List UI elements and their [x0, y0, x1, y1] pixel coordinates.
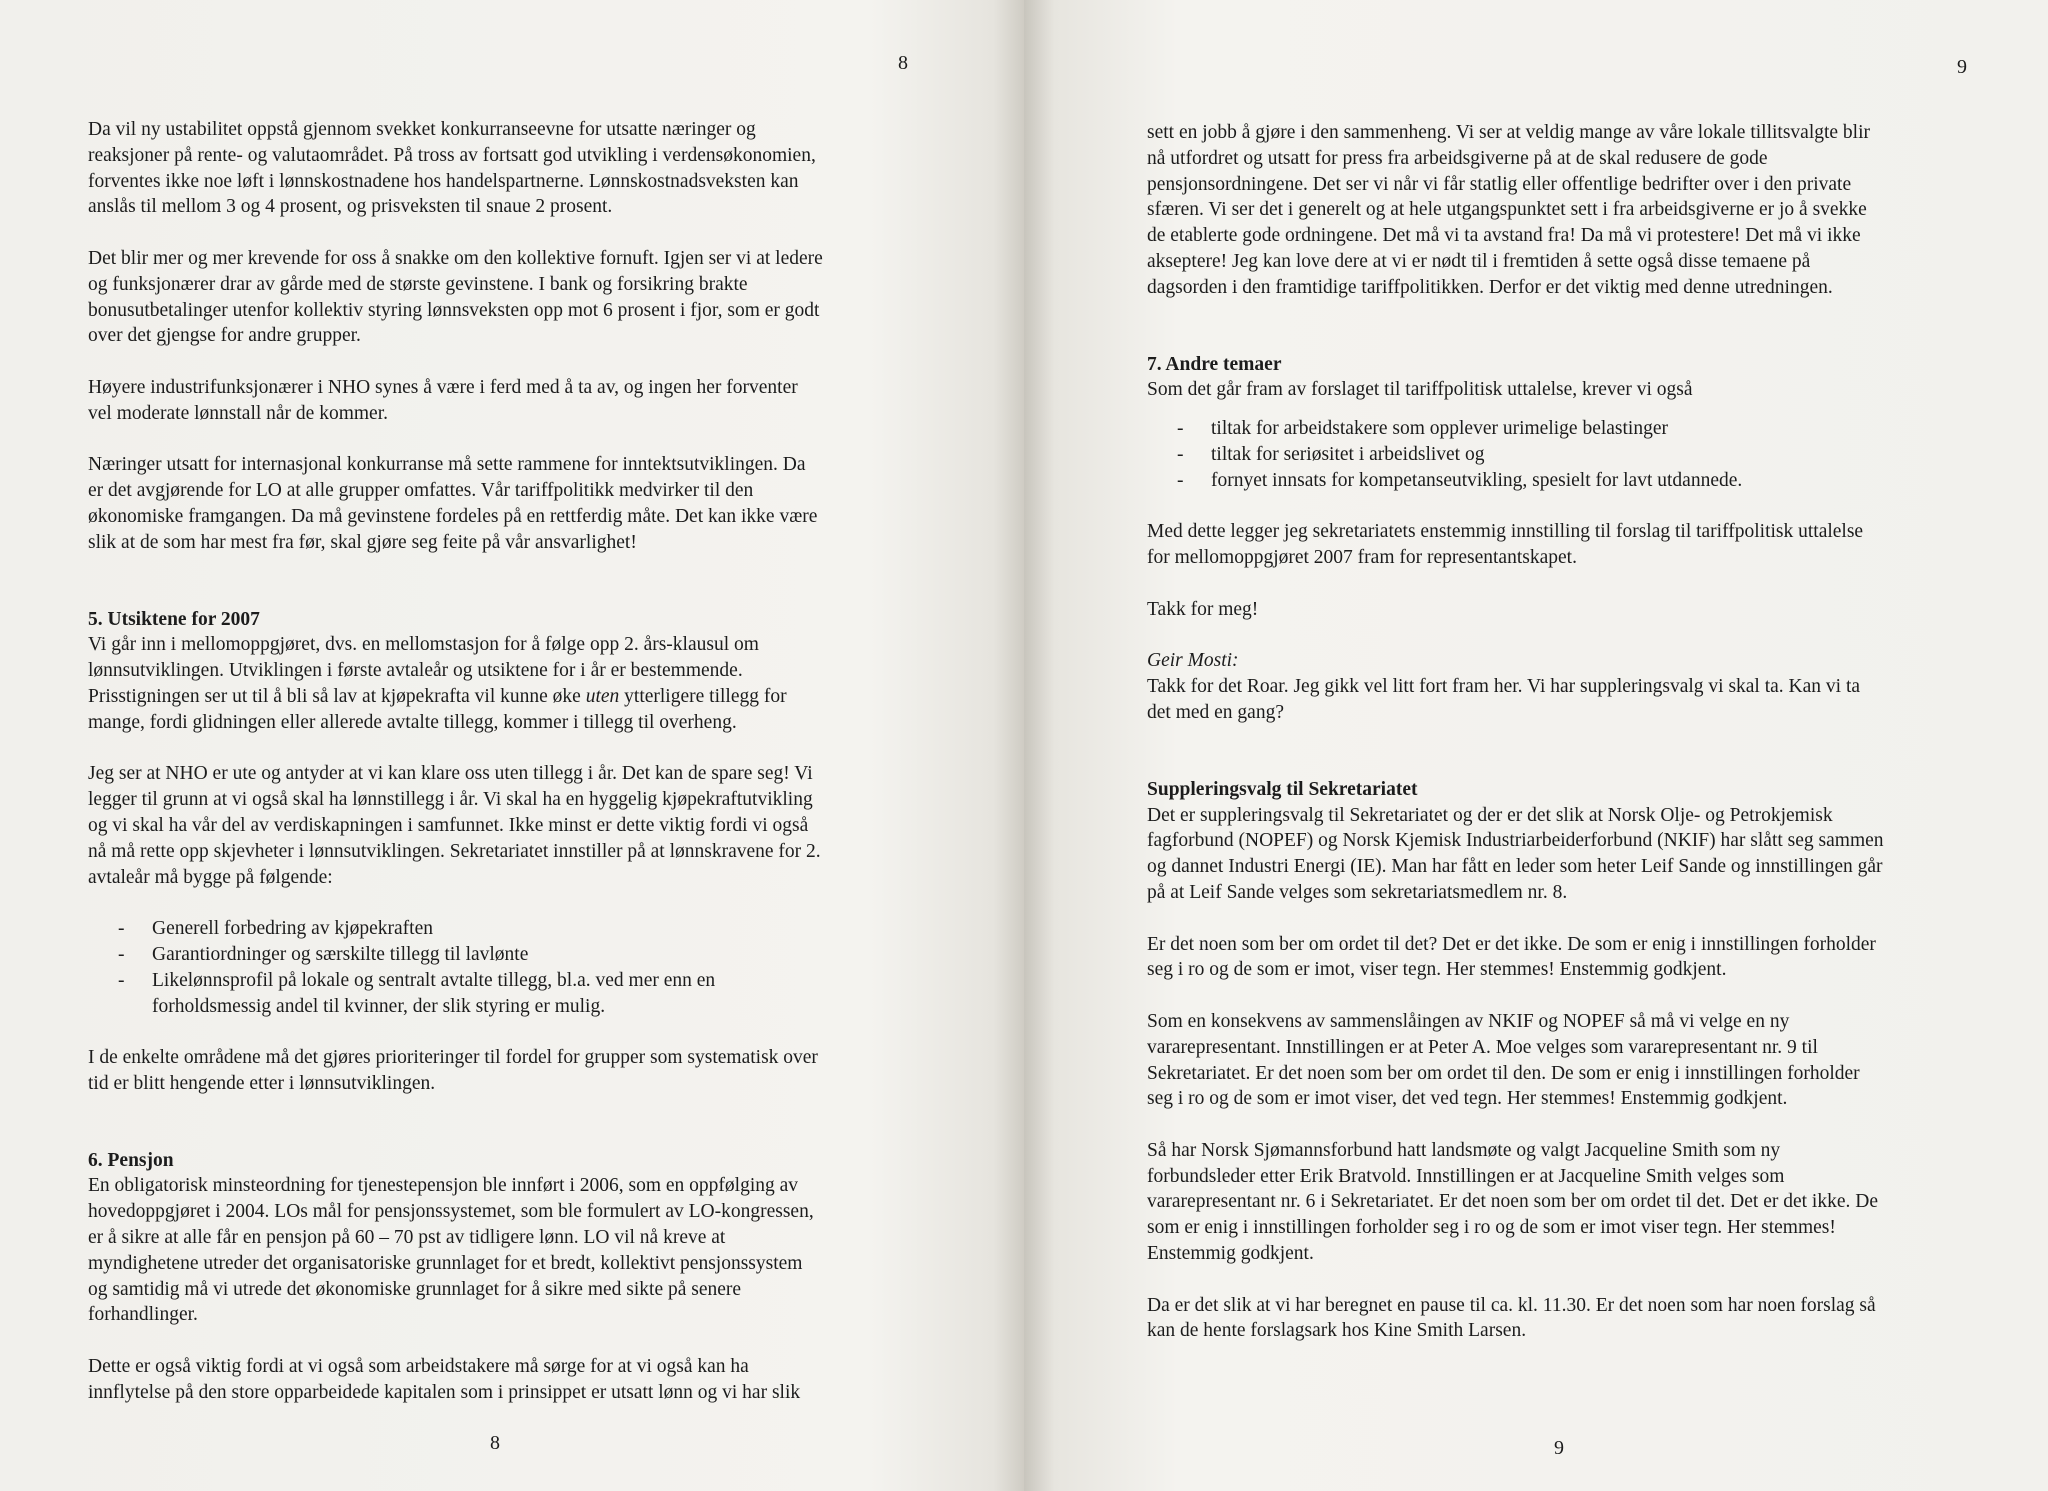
list-item: - fornyet innsats for kompetanseutvikling, spesielt for lavt utdannede. — [1147, 468, 2007, 494]
paragraph: Dette er også viktig fordi at vi også som arbeidstakere må sørge for at vi også kan ha innflytelse på den store opparbeidede kapitalen som i prinsippet er utsatt lønn og vi har slik — [88, 1356, 801, 1403]
italic-word: uten — [585, 685, 620, 707]
paragraph: Høyere industrifunksjonærer i NHO synes å være i ferd med å ta av, og ingen her forventer vel moderate lønnstall når de kommer. — [88, 376, 798, 424]
page-number-top: 9 — [1957, 56, 1967, 78]
section-heading-5: 5. Utsiktene for 2007 — [88, 608, 260, 630]
list-item: - Generell forbedring av kjøpekraften — [88, 916, 918, 942]
list-item: - tiltak for seriøsitet i arbeidslivet og — [1147, 442, 2007, 468]
section-heading-6: 6. Pensjon — [88, 1149, 174, 1171]
paragraph: Som det går fram av forslaget til tariffpolitisk uttalelse, krever vi også — [1147, 379, 1693, 401]
paragraph: Næringer utsatt for internasjonal konkurranse må sette rammene for inntektsutviklingen. Da er det avgjørende for LO at alle grupper omfattes. Vår tariffpolitikk medvirker til den økonomiske framgangen. Da må gevinstene fordeles på en rettferdig måte. Det kan ikke være slik at de som har mest fra før, skal gjøre seg feite på vår ansvarlighet! — [88, 454, 818, 553]
paragraph: En obligatorisk minsteordning for tjenestepensjon ble innført i 2006, som en oppfølging av hovedoppgjøret i 2004. LOs mål for pensjonssystemet, som ble formulert av LO-kongressen, er å sikre at alle får en pensjon på 60 – 70 pst av tidligere lønn. LO vil nå kreve at myndighetene utreder det organisatoriske grunnlaget for et bredt, kollektivt pensjonssystem og samtidig må vi utrede det økonomiske grunnlaget for å sikre med sikte på senere forhandlinger. — [88, 1175, 814, 1326]
text-span: ytterligere tillegg for mange, fordi glidningen eller allerede avtalte tillegg, kommer i tillegg til overheng. — [88, 685, 787, 733]
paragraph: sett en jobb å gjøre i den sammenheng. Vi ser at veldig mange av våre lokale tillitsvalgte blir nå utfordret og utsatt for press fra arbeidsgiverne på at de skal redusere de gode pensjonsordningene. Det ser vi når vi får statlig eller offentlige bedrifter over i den private sfæren. Vi ser det i generelt og at hele utgangspunktet sett i fra arbeidsgiverne er jo å svekke de etablerte gode ordningene. Det må vi ta avstand fra! Da må vi protestere! Det må vi ikke akseptere! Jeg kan love dere at vi er nødt til i fremtiden å sette også disse temaene på dagsorden i den framtidige tariffpolitikken. Derfor er det viktig med denne utredningen. — [1147, 122, 1871, 298]
right-page — [1024, 0, 2048, 1491]
left-page-body — [88, 117, 918, 1406]
paragraph: Så har Norsk Sjømannsforbund hatt landsmøte og valgt Jacqueline Smith som ny forbundsleder etter Erik Bratvold. Innstillingen er at Jacqueline Smith velges som vararepresentant nr. 6 i Sekretariatet. Er det noen som ber om ordet til det. Det er det ikke. De som er enig i innstillingen forholder seg i ro og de som er imot viser tegn. Her stemmes! Enstemmig godkjent. — [1147, 1139, 1878, 1265]
paragraph: Da er det slik at vi har beregnet en pause til ca. kl. 11.30. Er det noen som har noen forslag så kan de hente forslagsark hos Kine Smith Larsen. — [1147, 1294, 1876, 1342]
list-item: - tiltak for arbeidstakere som opplever urimelige belastinger — [1147, 416, 2007, 442]
bullet-list — [1147, 416, 2007, 493]
paragraph: Som en konsekvens av sammenslåingen av NKIF og NOPEF så må vi velge en ny vararepresentant. Innstillingen er at Peter A. Moe velges som vararepresentant nr. 9 til Sekretariatet. Er det noen som ber om ordet til den. De som er enig i innstillingen forholder seg i ro og de som er imot viser, det ved tegn. Her stemmes! Enstemmig godkjent. — [1147, 1010, 1860, 1110]
page-number-bottom: 9 — [1554, 1437, 1564, 1459]
list-item: - Garantiordninger og særskilte tillegg til lavlønte — [88, 942, 918, 968]
paragraph — [88, 632, 918, 735]
paragraph: I de enkelte områdene må det gjøres prioriteringer til fordel for grupper som systematisk over tid er blitt hengende etter i lønnsutviklingen. — [88, 1047, 818, 1094]
speaker-name: Geir Mosti: — [1147, 650, 1239, 672]
section-heading-suppleringsvalg: Suppleringsvalg til Sekretariatet — [1147, 778, 1418, 800]
right-page-body — [1147, 120, 2007, 1344]
paragraph: Jeg ser at NHO er ute og antyder at vi kan klare oss uten tillegg i år. Det kan de spare seg! Vi legger til grunn at vi også skal ha lønnstillegg i år. Vi skal ha en hyggelig kjøpekraftutvikling og vi skal ha vår del av verdiskapningen i samfunnet. Ikke minst er dette viktig fordi vi også nå må rette opp skjevheter i lønnsutviklingen. Sekretariatet innstiller på at lønnskravene for 2. avtaleår må bygge på følgende: — [88, 763, 821, 888]
paragraph: Da vil ny ustabilitet oppstå gjennom svekket konkurranseevne for utsatte næringer og reaksjoner på rente- og valutaområdet. På tross av fortsatt god utvikling i verdensøkonomien, forventes ikke noe løft i lønnskostnadene hos handelspartnerne. Lønnskostnadsveksten kan anslås til mellom 3 og 4 prosent, og prisveksten til snaue 2 prosent. — [88, 119, 816, 218]
page-number-bottom: 8 — [490, 1432, 500, 1454]
paragraph: Med dette legger jeg sekretariatets enstemmig innstilling til forslag til tariffpolitisk uttalelse for mellomoppgjøret 2007 fram for representantskapet. — [1147, 521, 1864, 569]
paragraph: Takk for det Roar. Jeg gikk vel litt fort fram her. Vi har suppleringsvalg vi skal ta. Kan vi ta det med en gang? — [1147, 676, 1861, 723]
list-item: - Likelønnsprofil på lokale og sentralt avtalte tillegg, bl.a. ved mer enn en forholdsmessig andel til kvinner, der slik styring er mulig. — [88, 968, 918, 1020]
paragraph: Det er suppleringsvalg til Sekretariatet og der er det slik at Norsk Olje- og Petrokjemisk fagforbund (NOPEF) og Norsk Kjemisk Industriarbeiderforbund (NKIF) har slått seg sammen og dannet Industri Energi (IE). Man har fått en leder som heter Leif Sande og innstillingen går på at Leif Sande velges som sekretariatsmedlem nr. 8. — [1147, 804, 1884, 903]
paragraph: Er det noen som ber om ordet til det? Det er det ikke. De som er enig i innstillingen forholder seg i ro og de som er imot, viser tegn. Her stemmes! Enstemmig godkjent. — [1147, 933, 1876, 981]
paragraph: Takk for meg! — [1147, 598, 1259, 620]
paragraph: Det blir mer og mer krevende for oss å snakke om den kollektive fornuft. Igjen ser vi at ledere og funksjonærer drar av gårde med de største gevinstene. I bank og forsikring brakte bonusutbetalinger utenfor kollektiv styring lønnsveksten opp mot 6 prosent i fjor, som er godt over det gjengse for andre grupper. — [88, 247, 823, 347]
section-heading-7: 7. Andre temaer — [1147, 353, 1282, 375]
bullet-list — [88, 916, 918, 1019]
text-span: Vi går inn i mellomoppgjøret, dvs. en mellomstasjon for å følge opp 2. års-klausul om lønnsutviklingen. Utviklingen i første avtaleår og utsiktene for i år er bestemmende. Prisstigningen ser ut til å bli så lav at kjøpekrafta vil kunne øke — [88, 634, 759, 707]
page-number-top: 8 — [898, 52, 908, 74]
